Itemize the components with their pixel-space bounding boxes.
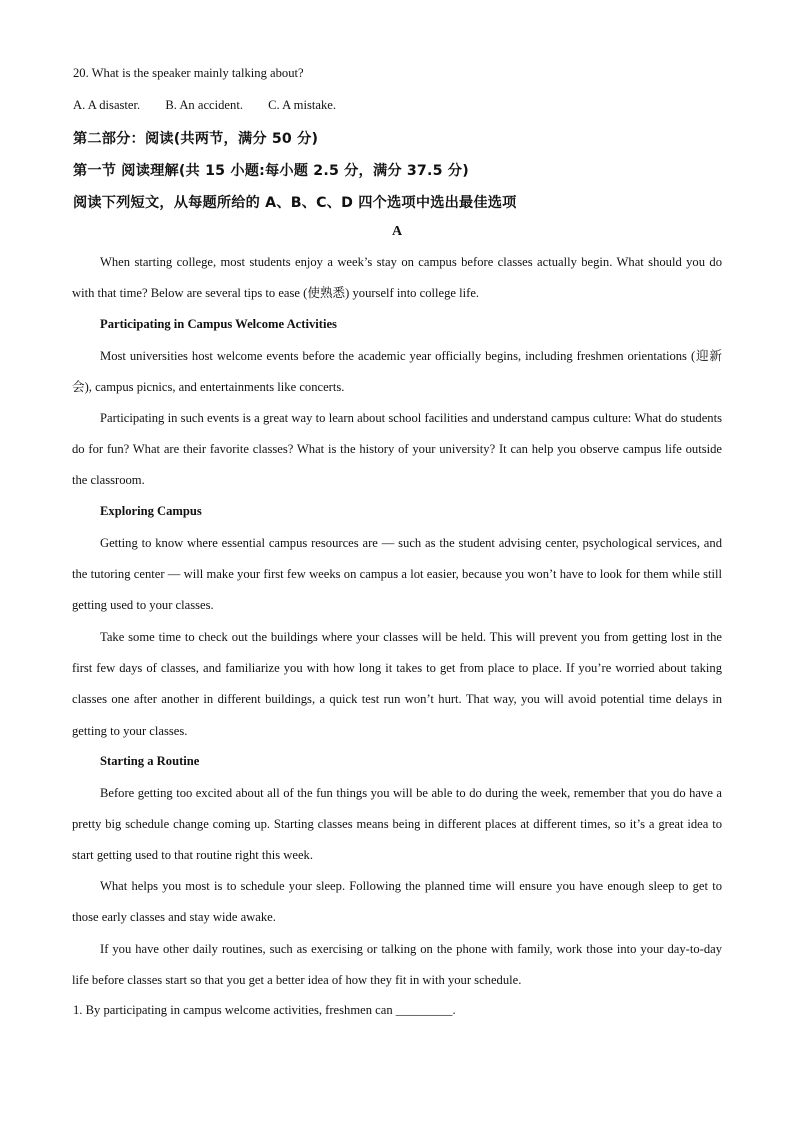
- question-20-option-c: C. A mistake.: [268, 98, 336, 112]
- question-20-stem: 20. What is the speaker mainly talking about?: [73, 66, 304, 80]
- section1-paragraph-1: Most universities host welcome events before the academic year officially begins, including freshmen orientations (迎新会), campus picnics, and entertainments like concerts.: [72, 349, 722, 395]
- section2-paragraph-1: Getting to know where essential campus resources are — such as the student advising center, psychological services, and the tutoring center — will make your first few weeks on campus a lot easier, because you won’t have to look for them while still getting used to your classes.: [72, 536, 722, 613]
- part2-heading: 第二部分：阅读(共两节，满分 50 分): [73, 131, 319, 147]
- question-20-options: [73, 98, 358, 113]
- section1-paragraph-2: Participating in such events is a great way to learn about school facilities and understand campus culture: What do students do for fun? What are their favorite classes? What is the history of your university? It can help you observe campus life outside the classroom.: [72, 411, 722, 488]
- section3-paragraph-2: What helps you most is to schedule your sleep. Following the planned time will ensure you have enough sleep to get to those early classes and stay wide awake.: [72, 879, 722, 925]
- section2-paragraph-2: Take some time to check out the buildings where your classes will be held. This will prevent you from getting lost in the first few days of classes, and familiarize you with how long it takes to get from place to place. If you’re worried about taking classes one after another in different buildings, a quick test run won’t hurt. That way, you will avoid potential time delays in getting to your classes.: [72, 630, 722, 738]
- section1-heading: 第一节 阅读理解(共 15 小题:每小题 2.5 分，满分 37.5 分): [73, 163, 469, 179]
- question-20-option-a: A. A disaster.: [73, 98, 141, 112]
- passage-intro: When starting college, most students enjoy a week’s stay on campus before classes actually begin. What should you do with that time? Below are several tips to ease (使熟悉) yourself into college life.: [72, 255, 722, 301]
- passage-letter: A: [391, 224, 403, 239]
- section-title-routine: Starting a Routine: [100, 754, 200, 768]
- reading-instruction: 阅读下列短文，从每题所给的 A、B、C、D 四个选项中选出最佳选项: [73, 195, 517, 211]
- section-title-exploring: Exploring Campus: [100, 504, 202, 518]
- section3-paragraph-1: Before getting too excited about all of the fun things you will be able to do during the week, remember that you do have a pretty big schedule change coming up. Starting classes means being in different places at different times, so it’s a great idea to start getting used to that routine right this week.: [72, 786, 722, 863]
- section-title-participating: Participating in Campus Welcome Activities: [100, 317, 337, 331]
- question-1-stem: 1. By participating in campus welcome activities, freshmen can _________.: [73, 1003, 456, 1017]
- section3-paragraph-3: If you have other daily routines, such as exercising or talking on the phone with family, work those into your day-to-day life before classes start so that you get a better idea of how they fit in with your schedule.: [72, 942, 722, 988]
- question-20-option-b: B. An accident.: [165, 98, 243, 112]
